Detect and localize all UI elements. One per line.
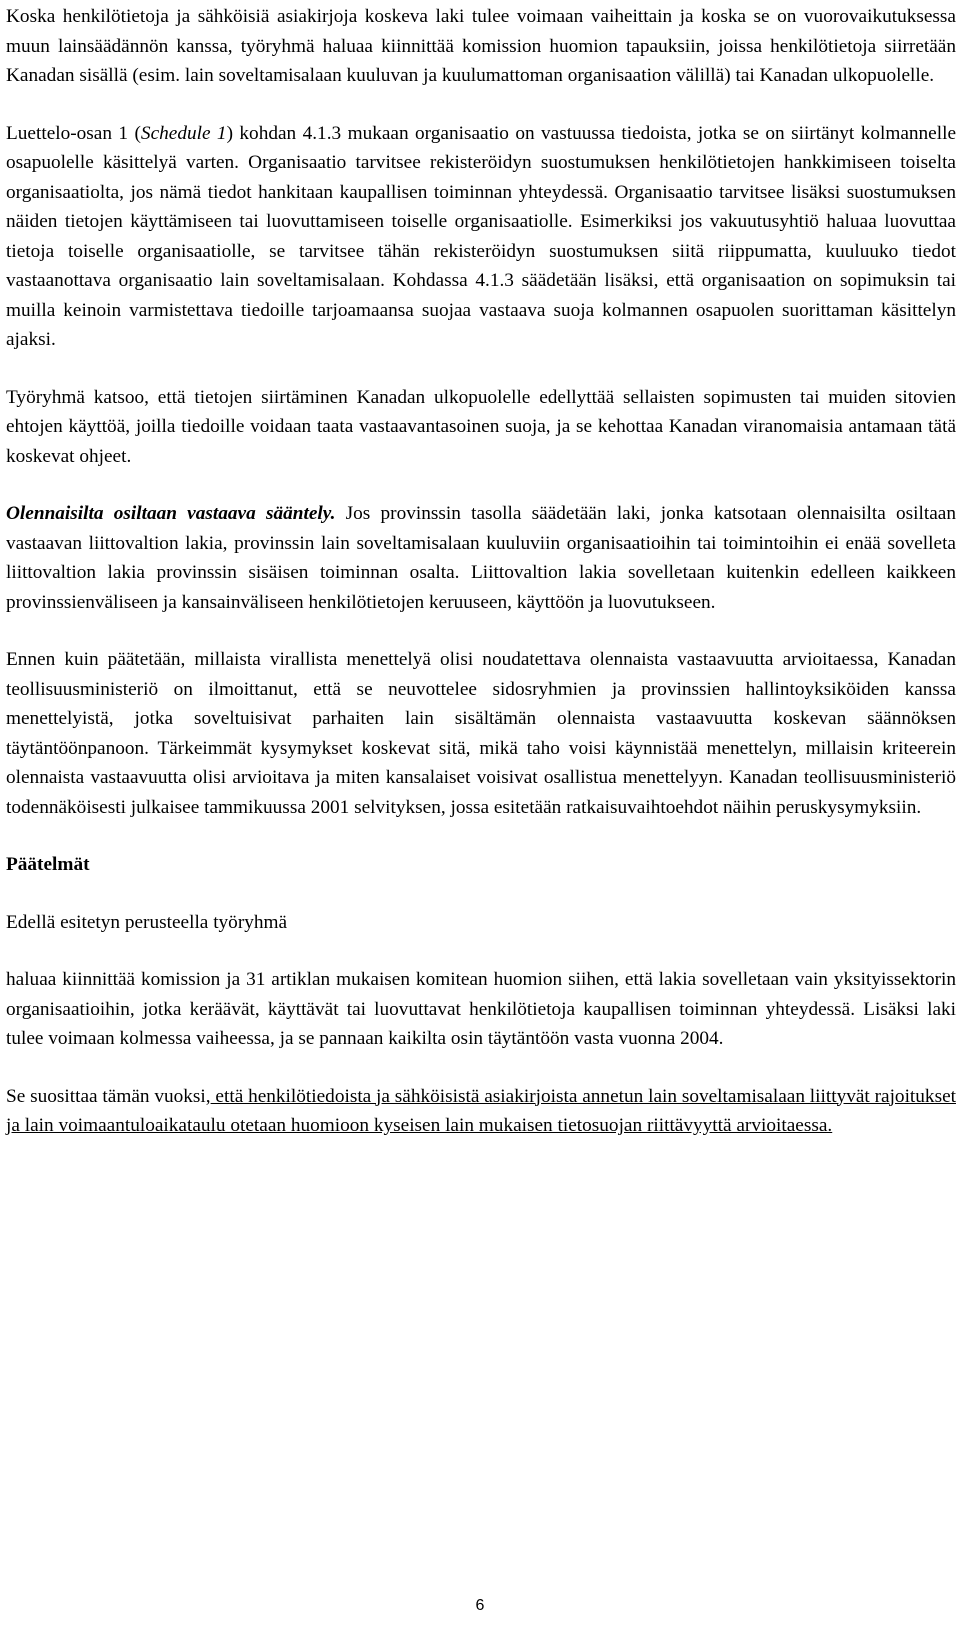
paragraph-gap (6, 355, 956, 383)
paragraph-commission-attention: haluaa kiinnittää komission ja 31 artiklan mukaisen komitean huomion siihen, että lakia sovelletaan vain yksityissektorin organisaatioihin, jotka keräävät, käyttävät tai luovuttavat henkilötietoja kaupallisen toiminnan yhteydessä. Lisäksi laki tulee voimaan kolmessa vaiheessa, ja se pannaan kaikilta osin täytäntöön vasta vuonna 2004. (6, 969, 956, 1049)
schedule-ref-body: ) kohdan 4.1.3 mukaan organisaatio on vastuussa tiedoista, jotka se on siirtänyt kolmannelle osapuolelle käsittelyä varten. Organisaatio tarvitsee rekisteröidyn suostumuksen henkilötietojen hankkimiseen toiselta organisaatiolta, jos nämä tiedot hankitaan kaupallisen toiminnan yhteydessä. Organisaatio tarvitsee lisäksi suostumuksen näiden tietojen käyttämiseen tai luovuttamiseen toiselle organisaatiolle. Esimerkiksi jos vakuutusyhtiö haluaa luovuttaa tietoja toiselle organisaatiolle, se tarvitsee tähän rekisteröidyn suostumuksen siitä riippumatta, kuuluuko tiedot vastaanottava organisaatio lain soveltamisalaan. Kohdassa 4.1.3 säädetään lisäksi, että organisaation on sopimuksin tai muilla keinoin varmistettava tiedoille tarjoamaansa suojaa vastaava suoja kolmannen osapuolen suorittaman käsittelyn ajaksi. (6, 122, 956, 350)
paragraph-gap (6, 822, 956, 850)
paragraph-intro-conclusions: Edellä esitetyn perusteella työryhmä (6, 911, 288, 933)
section-heading-conclusions: Päätelmät (6, 854, 90, 875)
recommendation-underlined: että henkilötiedoista ja sähköisistä asiakirjoista annetun lain soveltamisalaan liittyvät rajoitukset ja lain voimaantuloaikataulu otetaan huomioon kyseisen lain mukaisen tietosuojan riittävyyttä arvioitaessa. (6, 1085, 956, 1136)
paragraph-transfer-concerns: Koska henkilötietoja ja sähköisiä asiakirjoja koskeva laki tulee voimaan vaiheittain ja koska se on vuorovaikutuksessa muun lainsäädännön kanssa, työryhmä haluaa kiinnittää komission huomion tapauksiin, joissa henkilötietoja siirretään Kanadan sisällä (esim. lain soveltamisalaan kuuluvan ja kuulumattoman organisaation välillä) tai Kanadan ulkopuolelle. (6, 6, 956, 86)
paragraph-gap (6, 91, 956, 119)
paragraph-substantially-similar (6, 499, 956, 617)
page-number: 6 (475, 1597, 485, 1614)
paragraph-gap (6, 1054, 956, 1082)
paragraph-gap (6, 617, 956, 645)
paragraph-working-party-view: Työryhmä katsoo, että tietojen siirtäminen Kanadan ulkopuolelle edellyttää sellaisten sopimusten tai muiden sitovien ehtojen käyttöä, joilla tiedoille voidaan taata vastaavantasoinen suoja, ja se kehottaa Kanadan viranomaisia antamaan tätä koskevat ohjeet. (6, 386, 956, 467)
schedule-ref-prefix: Luettelo-osan 1 ( (6, 122, 141, 144)
schedule-ref-italic: Schedule 1 (140, 122, 227, 144)
run-in-heading: Olennaisilta osiltaan vastaava sääntely. (6, 503, 336, 524)
paragraph-gap (6, 880, 956, 908)
recommendation-plain: Se suosittaa tämän vuoksi, (6, 1085, 211, 1107)
paragraph-schedule-1 (6, 119, 956, 355)
paragraph-gap (6, 937, 956, 965)
paragraph-recommendation (6, 1082, 956, 1141)
paragraph-gap (6, 471, 956, 499)
substantially-similar-body: Jos provinssin tasolla säädetään laki, jonka katsotaan olennaisilta osiltaan vastaavan liittovaltion lakia, provinssin lain soveltamisalaan kuuluviin organisaatioihin tai toimintoihin ei enää sovelleta liittovaltion lakia provinssin sisäisen toiminnan osalta. Liittovaltion lakia sovelletaan kuitenkin edelleen kaikkeen provinssienväliseen ja kansainväliseen henkilötietojen keruuseen, käyttöön ja luovutukseen. (6, 503, 956, 613)
paragraph-procedure: Ennen kuin päätetään, millaista virallista menettelyä olisi noudatettava olennaista vastaavuutta arvioitaessa, Kanadan teollisuusministeriö on ilmoittanut, että se neuvottelee sidosryhmien ja provinssien hallintoyksiköiden kanssa menettelyistä, jotka soveltuisivat parhaiten lain sisältämän olennaista vastaavuutta koskevan säännöksen täytäntöönpanoon. Tärkeimmät kysymykset koskevat sitä, mikä taho voisi käynnistää menettelyn, millaisin kriteerein olennaista vastaavuutta olisi arvioitava ja miten kansalaiset voisivat osallistua menettelyyn. Kanadan teollisuusministeriö todennäköisesti julkaisee tammikuussa 2001 selvityksen, jossa esitetään ratkaisuvaihtoehdot näihin peruskysymyksiin. (6, 649, 956, 818)
